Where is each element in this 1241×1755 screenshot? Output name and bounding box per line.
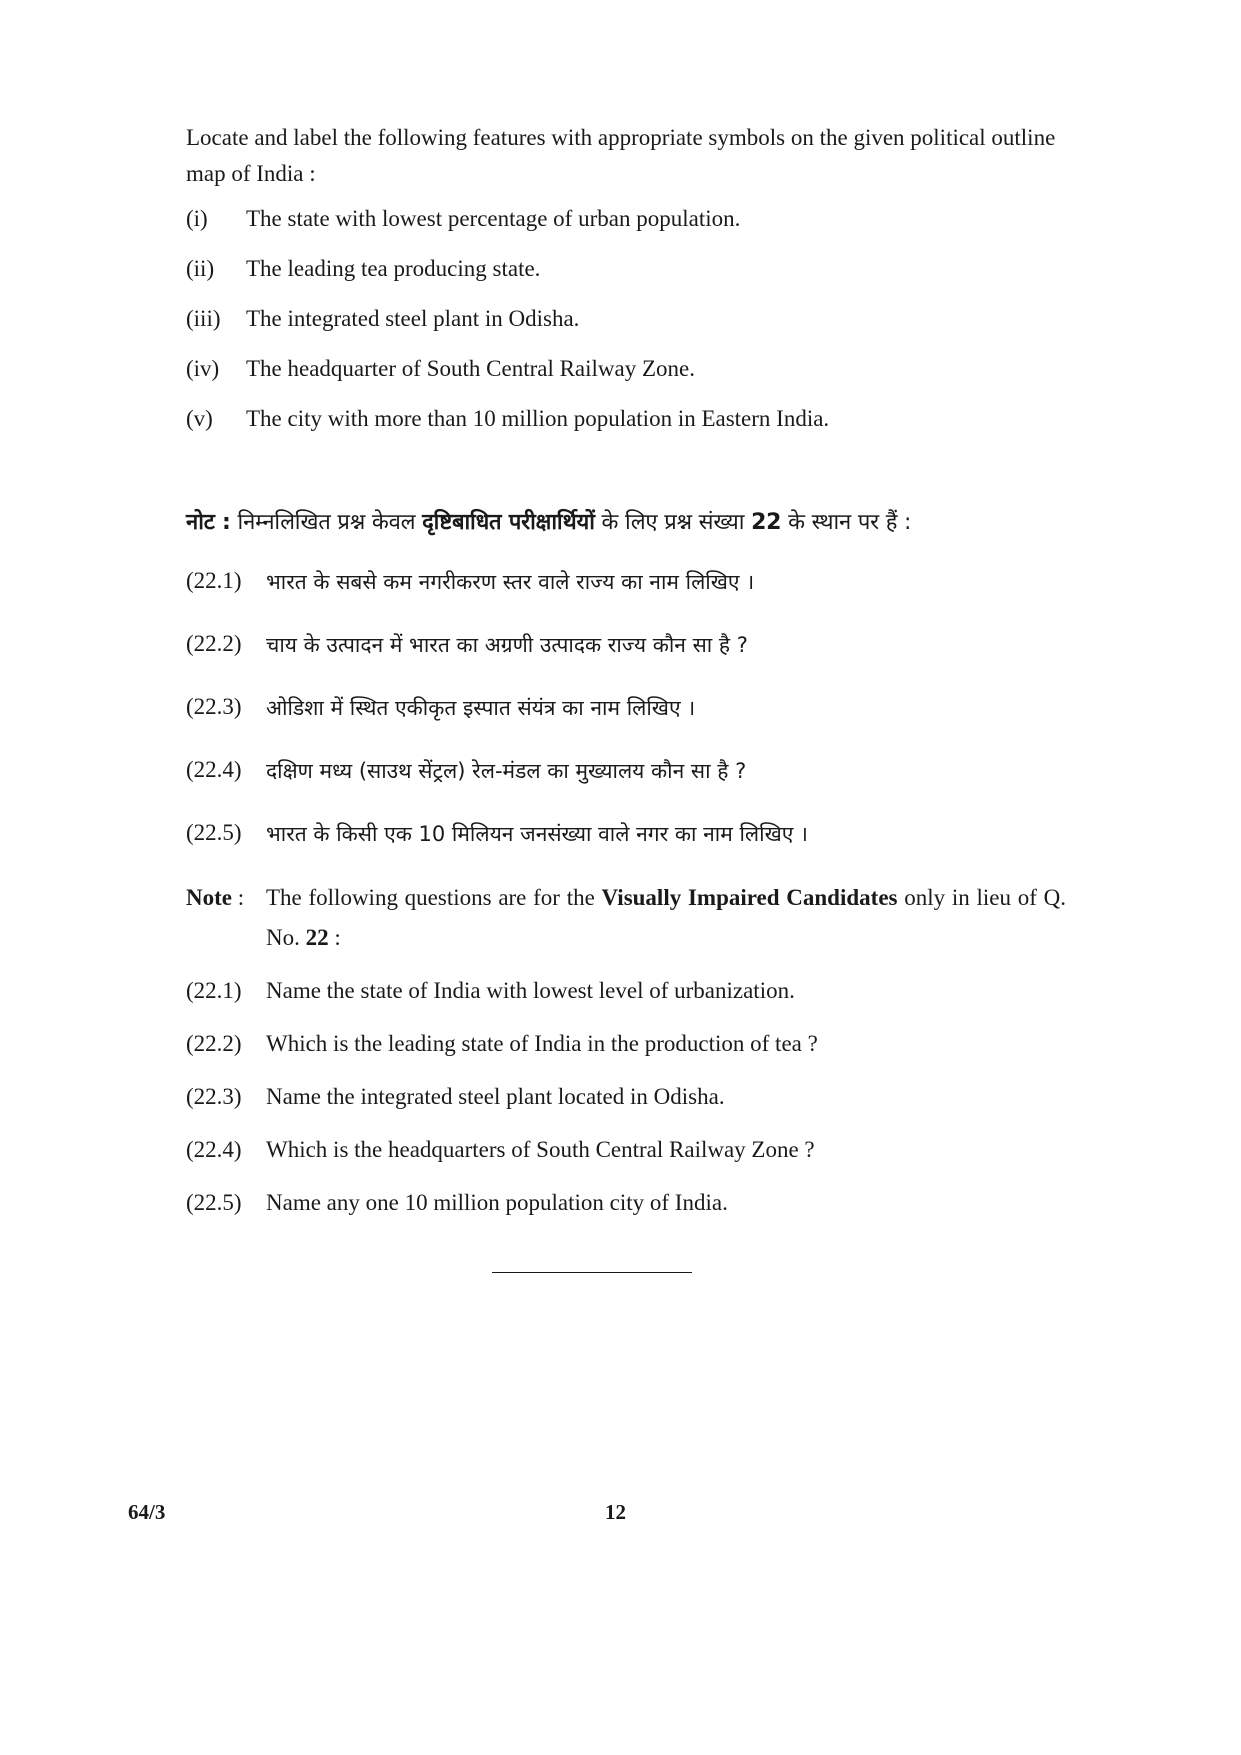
english-note-colon: : (237, 885, 245, 910)
list-item (186, 256, 1066, 306)
end-divider (492, 1272, 692, 1273)
hindi-note-label: नोट : (186, 510, 231, 535)
page-number: 12 (605, 1500, 626, 1524)
item-text: Name any one 10 million population city of India. (266, 1190, 728, 1215)
hindi-note-qno: 22 (751, 510, 782, 535)
item-text: The integrated steel plant in Odisha. (246, 306, 580, 331)
list-item (186, 1084, 1066, 1137)
english-note-text-3: : (334, 925, 341, 950)
item-text: The headquarter of South Central Railway Zone. (246, 356, 695, 381)
list-item (186, 757, 1066, 820)
item-number: (22.4) (186, 757, 242, 782)
hindi-note-bold: दृष्टिबाधित परीक्षार्थियों (422, 510, 595, 535)
vi-questions-list (186, 978, 1066, 1243)
question-intro: Locate and label the following features with appropriate symbols on the given political outline map of India : (186, 125, 1056, 186)
item-text: दक्षिण मध्य (साउथ सेंट्रल) रेल-मंडल का मुख्यालय कौन सा है ? (266, 759, 747, 783)
list-item (186, 631, 1066, 694)
item-text: Which is the headquarters of South Central Railway Zone ? (266, 1137, 815, 1162)
paper-code: 64/3 (128, 1500, 166, 1524)
english-note-bold: Visually Impaired Candidates (601, 885, 898, 910)
item-text: Which is the leading state of India in the production of tea ? (266, 1031, 818, 1056)
list-item (186, 306, 1066, 356)
english-note-body (266, 878, 1066, 958)
item-number: (22.1) (186, 978, 242, 1003)
item-number: (22.3) (186, 694, 242, 719)
item-text: चाय के उत्पादन में भारत का अग्रणी उत्पादक राज्य कौन सा है ? (266, 633, 748, 657)
item-text: भारत के किसी एक 10 मिलियन जनसंख्या वाले नगर का नाम लिखिए । (266, 822, 809, 846)
hindi-note-text-2: के लिए प्रश्न संख्या (601, 510, 745, 535)
item-number: (iv) (186, 356, 220, 381)
list-item (186, 356, 1066, 406)
english-note (186, 878, 1066, 958)
list-item (186, 406, 1066, 456)
item-number: (v) (186, 406, 213, 431)
item-text: Name the integrated steel plant located in Odisha. (266, 1084, 725, 1109)
item-text: ओडिशा में स्थित एकीकृत इस्पात संयंत्र का नाम लिखिए । (266, 696, 696, 720)
hindi-questions-list (186, 568, 1066, 883)
hindi-note-text-1: निम्नलिखित प्रश्न केवल (237, 510, 416, 535)
item-text: भारत के सबसे कम नगरीकरण स्तर वाले राज्य का नाम लिखिए । (266, 570, 755, 594)
item-text: Name the state of India with lowest level of urbanization. (266, 978, 795, 1003)
item-number: (22.1) (186, 568, 242, 593)
list-item (186, 206, 1066, 256)
english-note-qno: 22 (305, 925, 329, 950)
list-item (186, 694, 1066, 757)
item-number: (i) (186, 206, 208, 231)
map-items-list (186, 206, 1066, 456)
item-text: The leading tea producing state. (246, 256, 541, 281)
list-item (186, 1137, 1066, 1190)
list-item (186, 1031, 1066, 1084)
hindi-note (186, 506, 1086, 536)
english-note-label-wrap (186, 878, 266, 958)
list-item (186, 978, 1066, 1031)
english-note-text-2: only in lieu of Q. No. (266, 885, 1066, 950)
item-number: (22.5) (186, 1190, 242, 1215)
list-item (186, 820, 1066, 883)
item-number: (22.4) (186, 1137, 242, 1162)
list-item (186, 568, 1066, 631)
english-note-label: Note (186, 885, 232, 910)
hindi-note-text-3: के स्थान पर हैं : (788, 510, 912, 535)
item-number: (22.5) (186, 820, 242, 845)
english-note-text-1: The following questions are for the (266, 885, 595, 910)
item-number: (22.2) (186, 1031, 242, 1056)
item-number: (ii) (186, 256, 215, 281)
item-number: (22.2) (186, 631, 242, 656)
item-number: (22.3) (186, 1084, 242, 1109)
list-item (186, 1190, 1066, 1243)
item-number: (iii) (186, 306, 221, 331)
item-text: The state with lowest percentage of urban population. (246, 206, 741, 231)
item-text: The city with more than 10 million population in Eastern India. (246, 406, 830, 431)
